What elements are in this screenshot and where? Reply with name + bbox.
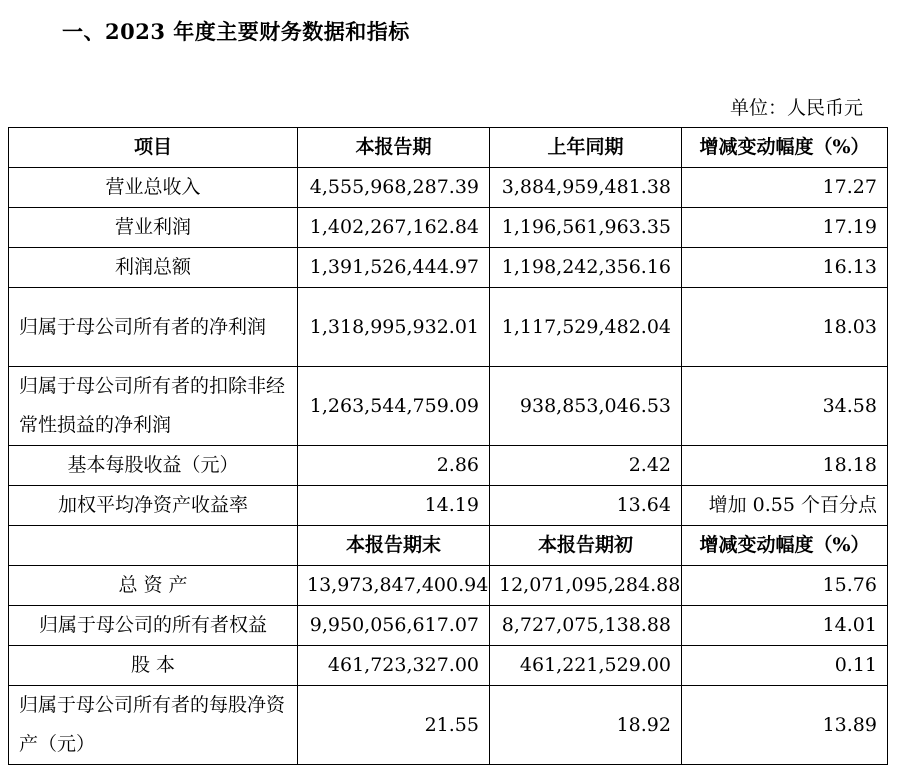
header-current-period: 本报告期 [298,128,490,168]
change-value: 13.89 [682,686,888,765]
change-value: 0.11 [682,646,888,686]
table-row [9,566,888,606]
change-value: 18.03 [682,288,888,367]
header-item: 项目 [9,128,298,168]
current-value: 1,263,544,759.09 [298,367,490,446]
table-row [9,168,888,208]
table-row [9,446,888,486]
current-value: 4,555,968,287.39 [298,168,490,208]
row-label: 归属于母公司的所有者权益 [9,606,298,646]
row-label: 归属于母公司所有者的净利润 [9,288,298,367]
table-row [9,288,888,367]
table-row [9,646,888,686]
prior-value: 461,221,529.00 [490,646,682,686]
row-label: 股 本 [9,646,298,686]
subheader-item [9,526,298,566]
change-value: 17.27 [682,168,888,208]
row-label: 归属于母公司所有者的扣除非经常性损益的净利润 [9,367,298,446]
table-subheader-row [9,526,888,566]
section-heading: 一、2023 年度主要财务数据和指标 [62,19,410,44]
change-value: 17.19 [682,208,888,248]
table-row [9,367,888,446]
current-value: 461,723,327.00 [298,646,490,686]
change-value: 18.18 [682,446,888,486]
prior-value: 938,853,046.53 [490,367,682,446]
currency-unit-label: 单位：人民币元 [729,97,863,119]
row-label: 归属于母公司所有者的每股净资产（元） [9,686,298,765]
table-row [9,248,888,288]
table-header-row [9,128,888,168]
change-value: 15.76 [682,566,888,606]
row-label: 加权平均净资产收益率 [9,486,298,526]
row-label: 营业利润 [9,208,298,248]
header-prior-period: 上年同期 [490,128,682,168]
change-value: 增加 0.55 个百分点 [682,486,888,526]
change-value: 34.58 [682,367,888,446]
prior-value: 8,727,075,138.88 [490,606,682,646]
prior-value: 1,196,561,963.35 [490,208,682,248]
row-label: 总 资 产 [9,566,298,606]
current-value: 1,391,526,444.97 [298,248,490,288]
change-value: 14.01 [682,606,888,646]
row-label: 基本每股收益（元） [9,446,298,486]
prior-value: 2.42 [490,446,682,486]
header-change-percent: 增减变动幅度（%） [682,128,888,168]
current-value: 21.55 [298,686,490,765]
prior-value: 18.92 [490,686,682,765]
table-row [9,486,888,526]
current-value: 1,318,995,932.01 [298,288,490,367]
prior-value: 13.64 [490,486,682,526]
financial-data-table [8,127,888,765]
current-value: 9,950,056,617.07 [298,606,490,646]
table-row [9,606,888,646]
current-value: 13,973,847,400.94 [298,566,490,606]
table-row [9,686,888,765]
subheader-period-start: 本报告期初 [490,526,682,566]
subheader-change-percent: 增减变动幅度（%） [682,526,888,566]
row-label: 利润总额 [9,248,298,288]
current-value: 14.19 [298,486,490,526]
prior-value: 3,884,959,481.38 [490,168,682,208]
current-value: 1,402,267,162.84 [298,208,490,248]
table-row [9,208,888,248]
prior-value: 1,198,242,356.16 [490,248,682,288]
prior-value: 1,117,529,482.04 [490,288,682,367]
row-label: 营业总收入 [9,168,298,208]
subheader-period-end: 本报告期末 [298,526,490,566]
current-value: 2.86 [298,446,490,486]
change-value: 16.13 [682,248,888,288]
prior-value: 12,071,095,284.88 [490,566,682,606]
